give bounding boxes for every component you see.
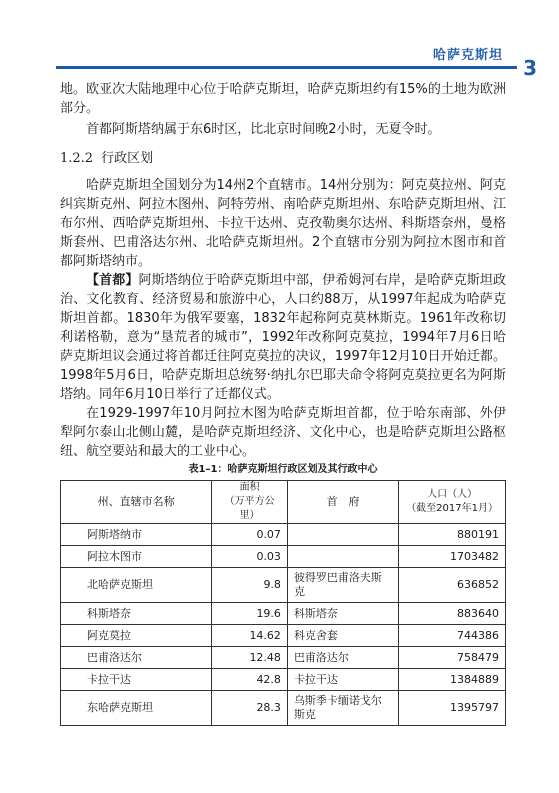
cell-capital: 科克舍套 — [287, 625, 398, 647]
table-row — [61, 625, 506, 647]
header-pop-line2: （截至2017年1月） — [406, 503, 498, 514]
cell-population: 744386 — [399, 625, 506, 647]
table-row — [61, 546, 506, 568]
capital-tag: 【首都】 — [86, 273, 139, 288]
page-number: 3 — [523, 56, 537, 80]
section-number: 1.2.2 — [60, 151, 94, 166]
cell-capital: 巴甫洛达尔 — [287, 647, 398, 669]
capital-text: 阿斯塔纳位于哈萨克斯坦中部，伊希姆河右岸，是哈萨克斯坦政治、文化教育、经济贸易和旅游中心，人口约88万，从1997年起成为哈萨克斯坦首都。1830年为俄军要塞，1832年起称阿克莫林斯克。1961年改称切利诺格勒，意为“垦荒者的城市”，1992年改称阿克莫拉，1994年7月6日哈萨克斯坦议会通过将首都迁往阿克莫拉的决议，1997年12月10日开始迁都。1998年5月6日，哈萨克斯坦总统努·纳扎尔巴耶夫命令将阿克莫拉更名为阿斯塔纳。同年6月10日举行了迁都仪式。 — [60, 273, 506, 402]
running-header-title: 哈萨克斯坦 — [432, 48, 503, 63]
table-row — [61, 568, 506, 603]
cell-population: 636852 — [399, 568, 506, 603]
paragraph-divisions: 哈萨克斯坦全国划分为14州2个直辖市。14州分别为：阿克莫拉州、阿克纠宾斯克州、阿拉木图州、阿特劳州、南哈萨克斯坦州、东哈萨克斯坦州、江布尔州、西哈萨克斯坦州、卡拉干达州、克孜勒奥尔达州、科斯塔奈州，曼格斯套州、巴甫洛达尔州、北哈萨克斯坦州。2个直辖市分别为阿拉木图市和首都阿斯塔纳市。 — [60, 178, 506, 269]
cell-capital: 乌斯季卡缅诺戈尔斯克 — [287, 691, 398, 726]
cell-capital: 彼得罗巴甫洛夫斯克 — [287, 568, 398, 603]
header-rule — [56, 66, 517, 69]
cell-capital: 科斯塔奈 — [287, 603, 398, 625]
cell-area: 42.8 — [212, 669, 288, 691]
cell-population: 1703482 — [399, 546, 506, 568]
table-row — [61, 647, 506, 669]
paragraph-capital — [60, 271, 506, 404]
cell-area: 19.6 — [212, 603, 288, 625]
cell-area: 14.62 — [212, 625, 288, 647]
cell-name: 科斯塔奈 — [61, 603, 212, 625]
cell-name: 北哈萨克斯坦 — [61, 568, 212, 603]
table-row — [61, 603, 506, 625]
cell-name: 阿斯塔纳市 — [61, 524, 212, 546]
cell-area: 0.03 — [212, 546, 288, 568]
cell-name: 阿拉木图市 — [61, 546, 212, 568]
cell-area: 28.3 — [212, 691, 288, 726]
paragraph-almaty: 在1929-1997年10月阿拉木图为哈萨克斯坦首都，位于哈东南部、外伊犁阿尔泰山北侧山麓，是哈萨克斯坦经济、文化中心，也是哈萨克斯坦公路枢纽、航空要站和最大的工业中心。 — [60, 406, 506, 459]
table-caption: 表1–1：哈萨克斯坦行政区划及其行政中心 — [188, 464, 378, 475]
cell-area: 9.8 — [212, 568, 288, 603]
cell-capital — [287, 524, 398, 546]
table-row — [61, 524, 506, 546]
cell-name: 东哈萨克斯坦 — [61, 691, 212, 726]
cell-population: 1384889 — [399, 669, 506, 691]
header-capital: 首 府 — [287, 481, 398, 524]
cell-name: 卡拉干达 — [61, 669, 212, 691]
cell-name: 阿克莫拉 — [61, 625, 212, 647]
cell-area: 12.48 — [212, 647, 288, 669]
table-row — [61, 691, 506, 726]
header-area-line2: （万平方公里） — [224, 496, 275, 521]
header-area-line1: 面积 — [239, 482, 260, 493]
cell-capital: 卡拉干达 — [287, 669, 398, 691]
table-header-row — [61, 481, 506, 524]
cell-population: 1395797 — [399, 691, 506, 726]
table-row — [61, 669, 506, 691]
cell-population: 883640 — [399, 603, 506, 625]
page-body — [60, 80, 506, 726]
header-pop-line1: 人口（人） — [427, 489, 478, 500]
section-title: 行政区划 — [101, 151, 154, 166]
header-name: 州、直辖市名称 — [61, 481, 212, 524]
cell-population: 880191 — [399, 524, 506, 546]
cell-capital — [287, 546, 398, 568]
cell-name: 巴甫洛达尔 — [61, 647, 212, 669]
header-population — [399, 481, 506, 524]
paragraph-timezone: 首都阿斯塔纳属于东6时区，比北京时间晚2小时，无夏令时。 — [86, 122, 441, 137]
cell-area: 0.07 — [212, 524, 288, 546]
header-area — [212, 481, 288, 524]
paragraph-continuation: 地。欧亚次大陆地理中心位于哈萨克斯坦，哈萨克斯坦约有15%的土地为欧洲部分。 — [60, 82, 506, 116]
admin-divisions-table — [60, 480, 506, 726]
cell-population: 758479 — [399, 647, 506, 669]
section-heading — [60, 149, 506, 168]
